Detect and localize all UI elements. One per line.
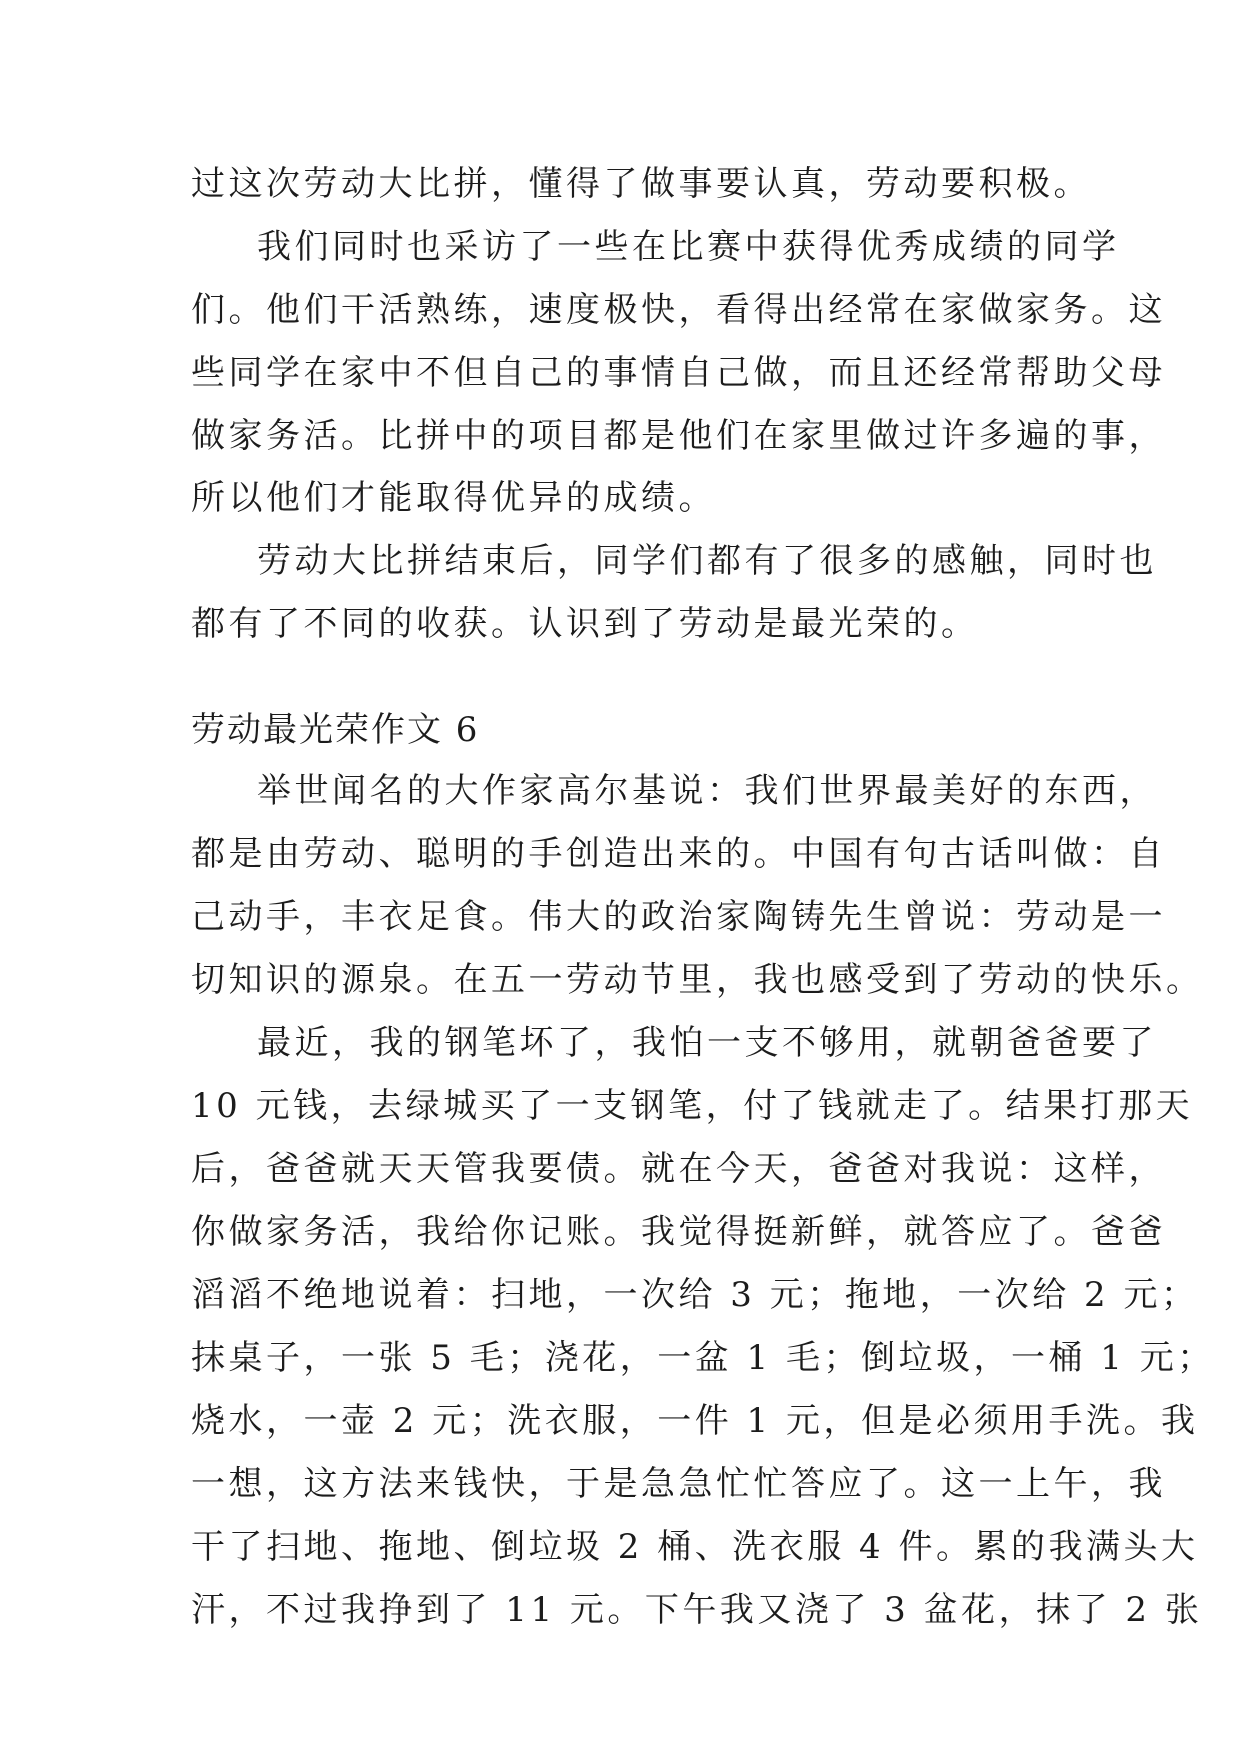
text-line: 些同学在家中不但自己的事情自己做，而且还经常帮助父母 — [191, 353, 1166, 393]
text-line: 做家务活。比拼中的项目都是他们在家里做过许多遍的事， — [191, 416, 1166, 456]
text-line: 烧水，一壶 2 元；洗衣服，一件 1 元，但是必须用手洗。我 — [191, 1401, 1199, 1441]
text-line: 10 元钱，去绿城买了一支钢笔，付了钱就走了。结果打那天 — [191, 1086, 1194, 1126]
text-line: 干了扫地、拖地、倒垃圾 2 桶、洗衣服 4 件。累的我满头大 — [191, 1527, 1199, 1567]
text-line: 抹桌子，一张 5 毛；浇花，一盆 1 毛；倒垃圾，一桶 1 元； — [191, 1338, 1215, 1378]
text-line: 所以他们才能取得优异的成绩。 — [191, 478, 716, 518]
text-line: 过这次劳动大比拼，懂得了做事要认真，劳动要积极。 — [191, 164, 1091, 204]
text-line: 都有了不同的收获。认识到了劳动是最光荣的。 — [191, 604, 979, 644]
text-line: 一想，这方法来钱快，于是急急忙忙答应了。这一上午，我 — [191, 1464, 1166, 1504]
paragraph-start: 举世闻名的大作家高尔基说：我们世界最美好的东西， — [257, 771, 1157, 811]
text-line: 滔滔不绝地说着：扫地，一次给 3 元；拖地，一次给 2 元； — [191, 1275, 1199, 1315]
text-line: 们。他们干活熟练，速度极快，看得出经常在家做家务。这 — [191, 290, 1166, 330]
text-line: 汗，不过我挣到了 11 元。下午我又浇了 3 盆花，抹了 2 张 — [191, 1590, 1203, 1630]
section-heading: 劳动最光荣作文 6 — [191, 710, 480, 750]
text-line: 切知识的源泉。在五一劳动节里，我也感受到了劳动的快乐。 — [191, 960, 1204, 1000]
paragraph-start: 劳动大比拼结束后，同学们都有了很多的感触，同时也 — [257, 541, 1157, 581]
paragraph-start: 我们同时也采访了一些在比赛中获得优秀成绩的同学 — [257, 227, 1120, 267]
text-line: 后，爸爸就天天管我要债。就在今天，爸爸对我说：这样， — [191, 1149, 1166, 1189]
text-line: 都是由劳动、聪明的手创造出来的。中国有句古话叫做：自 — [191, 834, 1166, 874]
text-line: 己动手，丰衣足食。伟大的政治家陶铸先生曾说：劳动是一 — [191, 897, 1166, 937]
paragraph-start: 最近，我的钢笔坏了，我怕一支不够用，就朝爸爸要了 — [257, 1023, 1157, 1063]
text-line: 你做家务活，我给你记账。我觉得挺新鲜，就答应了。爸爸 — [191, 1212, 1166, 1252]
